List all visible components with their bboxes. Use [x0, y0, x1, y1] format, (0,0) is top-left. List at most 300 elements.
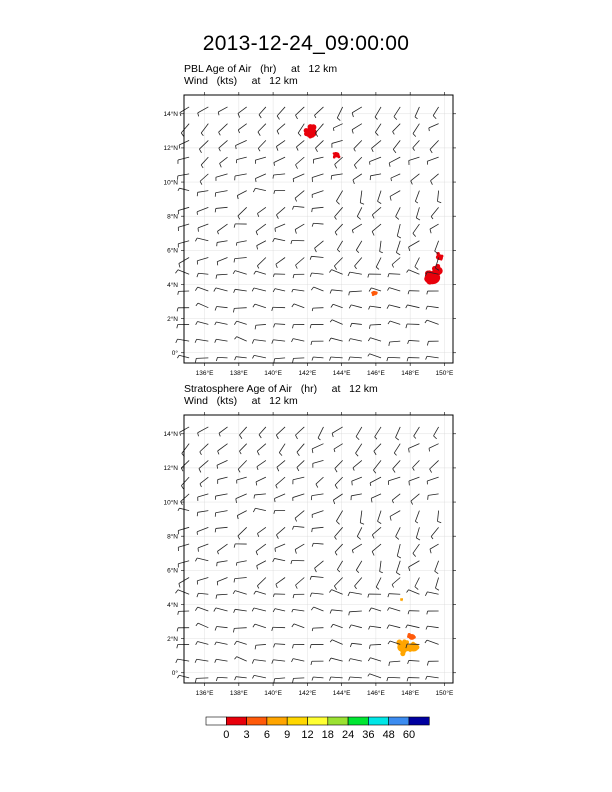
wind-barb-flag [215, 322, 217, 325]
wind-barb [255, 494, 266, 495]
wind-barb [197, 238, 208, 241]
wind-barb-flag [369, 645, 370, 649]
wind-barb [396, 561, 400, 573]
wind-barb [389, 157, 400, 163]
wind-barb [331, 357, 343, 358]
wind-barb-flag [431, 217, 433, 219]
wind-barb [257, 241, 266, 246]
wind-barb-flag [175, 270, 177, 273]
wind-barb-flag [312, 628, 313, 631]
wind-barb-flag [434, 436, 437, 439]
wind-barb-flag [296, 265, 298, 269]
wind-barb-flag [195, 558, 197, 561]
wind-barb-flag [196, 623, 198, 626]
wind-barb-flag [407, 678, 408, 682]
wind-barb-flag [390, 196, 391, 200]
wind-barb-flag [276, 584, 277, 588]
wind-barb-flag [292, 624, 294, 627]
wind-barb-flag [255, 325, 256, 329]
wind-barb-flag [256, 482, 257, 486]
wind-barb-flag [236, 146, 237, 150]
wind-barb-flag [179, 583, 180, 587]
wind-barb-flag [387, 288, 389, 291]
wind-barb-flag [387, 677, 388, 681]
wind-barb [256, 544, 266, 551]
wind-barb-flag [312, 543, 313, 546]
wind-barb [313, 357, 323, 358]
wind-barb [275, 609, 285, 611]
wind-barb-flag [406, 305, 408, 308]
wind-barb [316, 477, 324, 484]
wind-barb [370, 626, 381, 628]
wind-barb-flag [425, 640, 427, 643]
wind-barb [259, 107, 266, 115]
wind-barb-flag [234, 579, 235, 583]
wind-barb [273, 340, 285, 341]
wind-barb [235, 578, 247, 579]
wind-barb-flag [349, 357, 350, 361]
wind-barb-flag [354, 149, 356, 152]
wind-barb-flag [334, 449, 335, 452]
wind-barb-flag [314, 115, 315, 118]
wind-barb [256, 324, 266, 325]
y-tick-label: 4°N [167, 601, 178, 609]
wind-barb-flag [199, 469, 201, 473]
colorbar-label: 18 [321, 729, 334, 741]
wind-barb [350, 339, 362, 342]
wind-barb-flag [293, 358, 294, 362]
wind-barb-flag [390, 516, 391, 520]
wind-barb-flag [416, 218, 420, 220]
wind-barb [431, 527, 438, 536]
wind-barb-flag [330, 320, 332, 322]
wind-barb [276, 140, 285, 146]
wind-barb-flag [257, 586, 259, 589]
wind-barb [275, 678, 286, 679]
y-tick-label: 10°N [163, 179, 178, 187]
wind-barb-flag [330, 357, 331, 361]
wind-barb-flag [219, 148, 221, 151]
wind-barb-flag [237, 195, 238, 199]
wind-barb [427, 477, 438, 481]
wind-barb [318, 427, 323, 438]
wind-barb-flag [397, 556, 401, 558]
wind-barb-flag [293, 594, 294, 598]
wind-barb [217, 677, 227, 678]
colorbar-label: 3 [243, 729, 250, 741]
wind-barb [277, 460, 285, 467]
wind-barb [427, 356, 439, 358]
wind-barb-flag [387, 625, 389, 629]
wind-barb [216, 191, 228, 193]
colorbar-box [206, 717, 226, 725]
wind-barb-flag [258, 132, 260, 136]
wind-barb-flag [233, 271, 235, 274]
wind-barb-flag [437, 201, 441, 202]
wind-barb [373, 460, 381, 470]
data-patch-blob [400, 600, 401, 601]
wind-barb-flag [416, 538, 420, 540]
wind-barb [217, 241, 227, 243]
wind-barb-flag [396, 437, 399, 440]
wind-barb [217, 561, 227, 563]
wind-barb-flag [255, 178, 256, 181]
wind-barb-flag [355, 586, 357, 589]
wind-barb-flag [273, 609, 275, 612]
wind-barb-flag [312, 308, 313, 311]
wind-barb-flag [372, 231, 374, 235]
wind-barb [356, 444, 362, 454]
wind-barb-flag [369, 288, 371, 292]
wind-barb [350, 357, 362, 358]
wind-barb-flag [393, 149, 396, 152]
wind-barb [216, 642, 227, 644]
wind-barb [389, 288, 400, 291]
wind-barb-flag [178, 508, 179, 511]
wind-barb-flag [330, 290, 331, 294]
wind-barb-flag [177, 628, 178, 632]
wind-barb [239, 444, 246, 451]
wind-barb [394, 444, 400, 453]
x-tick-label: 150°E [435, 690, 454, 697]
wind-barb [333, 494, 342, 500]
wind-barb [237, 241, 247, 243]
wind-barb-flag [178, 611, 179, 614]
wind-barb-flag [426, 626, 427, 629]
wind-barb [350, 677, 362, 678]
wind-barb-flag [378, 521, 382, 523]
wind-barb [372, 544, 381, 551]
wind-barb-flag [352, 481, 353, 485]
x-tick-label: 148°E [401, 370, 420, 377]
wind-barb-flag [291, 659, 293, 662]
wind-barb-flag [279, 453, 282, 456]
wind-barb [332, 320, 343, 325]
wind-barb [293, 659, 304, 662]
panel1-title-line1: PBL Age of Air (hr) at 12 km [184, 63, 338, 75]
y-tick-label: 12°N [163, 145, 178, 153]
wind-barb [293, 289, 304, 291]
wind-barb [197, 322, 208, 325]
y-tick-label: 14°N [163, 431, 178, 439]
y-tick-label: 0° [171, 670, 178, 678]
wind-barb [294, 206, 305, 207]
wind-barb-flag [195, 659, 197, 663]
wind-barb-flag [333, 128, 334, 131]
wind-barb [409, 477, 419, 481]
wind-barb [198, 287, 209, 291]
wind-barb [216, 659, 227, 661]
wind-barb [314, 287, 324, 291]
wind-barb [435, 578, 438, 589]
wind-barb [371, 288, 381, 291]
wind-barb-flag [375, 117, 377, 119]
wind-barb-flag [430, 229, 431, 233]
wind-barb-flag [216, 357, 217, 361]
wind-barb [333, 624, 343, 627]
wind-barb [293, 609, 304, 611]
wind-barb-flag [252, 675, 254, 678]
wind-barb [197, 207, 208, 211]
wind-barb-flag [292, 645, 293, 649]
wind-barb-flag [273, 274, 274, 277]
wind-barb-flag [293, 179, 294, 182]
panel2-title-line1: Stratosphere Age of Air (hr) at 12 km [184, 383, 378, 395]
wind-barb-flag [176, 659, 178, 663]
wind-barb [198, 427, 209, 433]
wind-barb-flag [237, 515, 238, 519]
wind-barb [198, 303, 208, 308]
wind-barb-flag [406, 625, 408, 628]
wind-barb-flag [253, 304, 255, 307]
wind-barb-flag [427, 341, 428, 345]
wind-barb [396, 241, 400, 253]
wind-barb [370, 644, 381, 645]
wind-barb-flag [372, 148, 374, 152]
wind-barb-flag [352, 230, 353, 233]
panel2-title-line2: Wind (kts) at 12 km [184, 395, 298, 407]
wind-barb-flag [233, 308, 234, 312]
colorbar-box [368, 717, 388, 725]
wind-barb-flag [295, 518, 297, 521]
x-tick-label: 144°E [332, 690, 351, 697]
wind-barb-flag [239, 435, 241, 439]
wind-barb [315, 140, 323, 148]
wind-barb [334, 444, 343, 449]
wind-barb-flag [387, 305, 389, 309]
wind-barb [216, 527, 228, 528]
wind-barb-flag [178, 188, 179, 191]
wind-barb [200, 477, 208, 484]
wind-barb-flag [275, 228, 276, 232]
wind-barb-flag [368, 354, 370, 357]
wind-barb [293, 477, 304, 480]
wind-barb-flag [293, 678, 294, 682]
data-patch-blob [308, 135, 312, 139]
wind-barb [216, 288, 228, 291]
wind-barb-flag [354, 165, 356, 169]
wind-barb [313, 460, 324, 463]
wind-barb-flag [372, 551, 374, 555]
wind-barb-flag [415, 521, 418, 523]
wind-barb [238, 124, 246, 130]
wind-barb-flag [426, 676, 427, 679]
wind-barb [181, 477, 189, 486]
wind-barb-flag [255, 645, 256, 649]
wind-barb [257, 561, 266, 566]
wind-barb-flag [181, 468, 183, 471]
data-patch-blob [408, 633, 411, 636]
wind-barb [394, 107, 400, 117]
wind-barb-flag [380, 572, 383, 573]
wind-barb-flag [435, 571, 439, 573]
wind-barb-flag [407, 270, 409, 273]
wind-barb [415, 191, 419, 202]
wind-barb [374, 444, 381, 451]
wind-barb [200, 444, 209, 452]
wind-barb-flag [392, 584, 393, 587]
wind-barb-flag [368, 274, 369, 277]
wind-barb [427, 306, 438, 308]
wind-barb [217, 544, 227, 551]
wind-barb [349, 611, 361, 612]
wind-barb-flag [235, 357, 236, 360]
wind-barb [274, 238, 285, 240]
wind-barb [431, 174, 439, 181]
wind-barb-flag [274, 679, 275, 683]
wind-barb [415, 578, 420, 587]
wind-barb [427, 626, 438, 628]
wind-barb-flag [297, 452, 299, 456]
wind-barb [390, 511, 400, 517]
wind-barb-flag [315, 568, 317, 572]
wind-barb-flag [312, 223, 313, 226]
wind-barb [331, 338, 343, 341]
wind-barb-flag [195, 678, 196, 682]
wind-barb-flag [431, 537, 433, 539]
wind-barb-flag [235, 677, 236, 680]
wind-barb [314, 107, 323, 115]
wind-barb-flag [337, 570, 339, 573]
wind-barb [198, 623, 208, 628]
wind-barb [375, 427, 381, 437]
wind-barb-flag [348, 272, 350, 276]
wind-barb [372, 140, 382, 148]
wind-barb-flag [274, 359, 275, 363]
wind-barb-flag [296, 165, 298, 169]
wind-barb-flag [235, 337, 237, 340]
wind-barb-flag [217, 551, 218, 554]
wind-barb-flag [349, 292, 350, 296]
wind-barb [315, 561, 324, 568]
wind-barb [353, 460, 362, 467]
wind-barb [198, 511, 209, 513]
wind-barb-flag [430, 149, 432, 153]
wind-barb [235, 258, 247, 259]
wind-barb-flag [272, 627, 273, 631]
wind-barb-flag [179, 145, 180, 149]
wind-barb-flag [427, 661, 428, 665]
wind-barb-flag [353, 468, 354, 471]
wind-barb-flag [407, 590, 409, 593]
wind-barb [275, 644, 285, 645]
wind-barb [311, 576, 323, 577]
wind-barb-flag [257, 566, 258, 570]
wind-barb-flag [397, 236, 401, 238]
wind-barb [198, 191, 209, 193]
wind-barb-flag [292, 289, 293, 292]
wind-barb [217, 594, 228, 595]
wind-barb [388, 477, 400, 481]
colorbar-box [409, 717, 429, 725]
x-tick-label: 140°E [264, 370, 282, 377]
wind-barb [331, 658, 343, 661]
wind-barb [177, 659, 189, 661]
wind-barb-flag [376, 267, 379, 269]
panel-1 [163, 92, 456, 377]
wind-barb [312, 593, 324, 594]
wind-barb [237, 561, 247, 563]
wind-barb-flag [331, 304, 333, 307]
wind-barb [389, 625, 400, 628]
wind-barb [296, 578, 305, 586]
wind-barb [198, 593, 208, 594]
wind-barb [312, 511, 323, 515]
wind-barb-flag [378, 201, 382, 203]
wind-barb-flag [292, 206, 293, 209]
wind-barb [372, 527, 381, 534]
wind-barb [255, 624, 266, 628]
wind-barb [392, 578, 400, 585]
wind-barb-flag [368, 338, 370, 341]
wind-barb-flag [195, 358, 196, 362]
wind-barb-flag [311, 287, 313, 290]
wind-barb-flag [292, 304, 294, 307]
colorbar-box [389, 717, 409, 725]
wind-barb [279, 444, 285, 453]
wind-barb-flag [380, 252, 383, 253]
wind-barb [352, 124, 362, 130]
wind-barb-flag [350, 643, 351, 647]
wind-barb [312, 527, 323, 528]
wind-barb-flag [277, 116, 279, 120]
wind-barb-flag [427, 611, 428, 614]
data-patch-blob [402, 598, 403, 599]
wind-barb [333, 124, 342, 128]
wind-barb-flag [415, 201, 418, 203]
wind-barb [370, 157, 381, 162]
wind-barb [294, 526, 305, 527]
wind-barb [351, 494, 362, 496]
wind-barb [237, 337, 247, 342]
wind-barb-flag [177, 308, 178, 312]
wind-barb [257, 207, 265, 213]
wind-barb [333, 304, 343, 307]
wind-barb [372, 207, 381, 214]
wind-barb-flag [199, 149, 201, 153]
wind-barb [428, 494, 438, 496]
x-tick-label: 150°E [435, 370, 454, 377]
wind-barb [295, 544, 304, 549]
wind-barb [177, 339, 189, 341]
wind-barb [296, 157, 305, 165]
wind-barb-flag [180, 113, 181, 116]
wind-barb-flag [348, 592, 350, 596]
wind-barb-flag [336, 521, 339, 524]
wind-barb-flag [274, 499, 275, 503]
wind-barb [255, 508, 266, 510]
data-patch-blob [402, 600, 403, 601]
wind-barb-flag [408, 291, 409, 294]
wind-barb-flag [408, 660, 409, 663]
wind-barb [276, 527, 285, 534]
x-tick-label: 148°E [401, 690, 420, 697]
wind-barb-flag [411, 501, 413, 505]
wind-barb-flag [360, 523, 364, 525]
wind-barb [433, 107, 438, 116]
wind-barb [413, 224, 420, 233]
wind-barb [217, 224, 227, 231]
wind-barb-flag [218, 451, 219, 454]
wind-barb [293, 494, 305, 498]
wind-barb [274, 157, 285, 162]
wind-barb [407, 305, 419, 308]
wind-barb-flag [373, 470, 375, 473]
wind-barb-flag [414, 436, 416, 438]
wind-barb [357, 527, 362, 536]
wind-barb-flag [413, 553, 416, 556]
wind-barb-flag [425, 320, 427, 323]
